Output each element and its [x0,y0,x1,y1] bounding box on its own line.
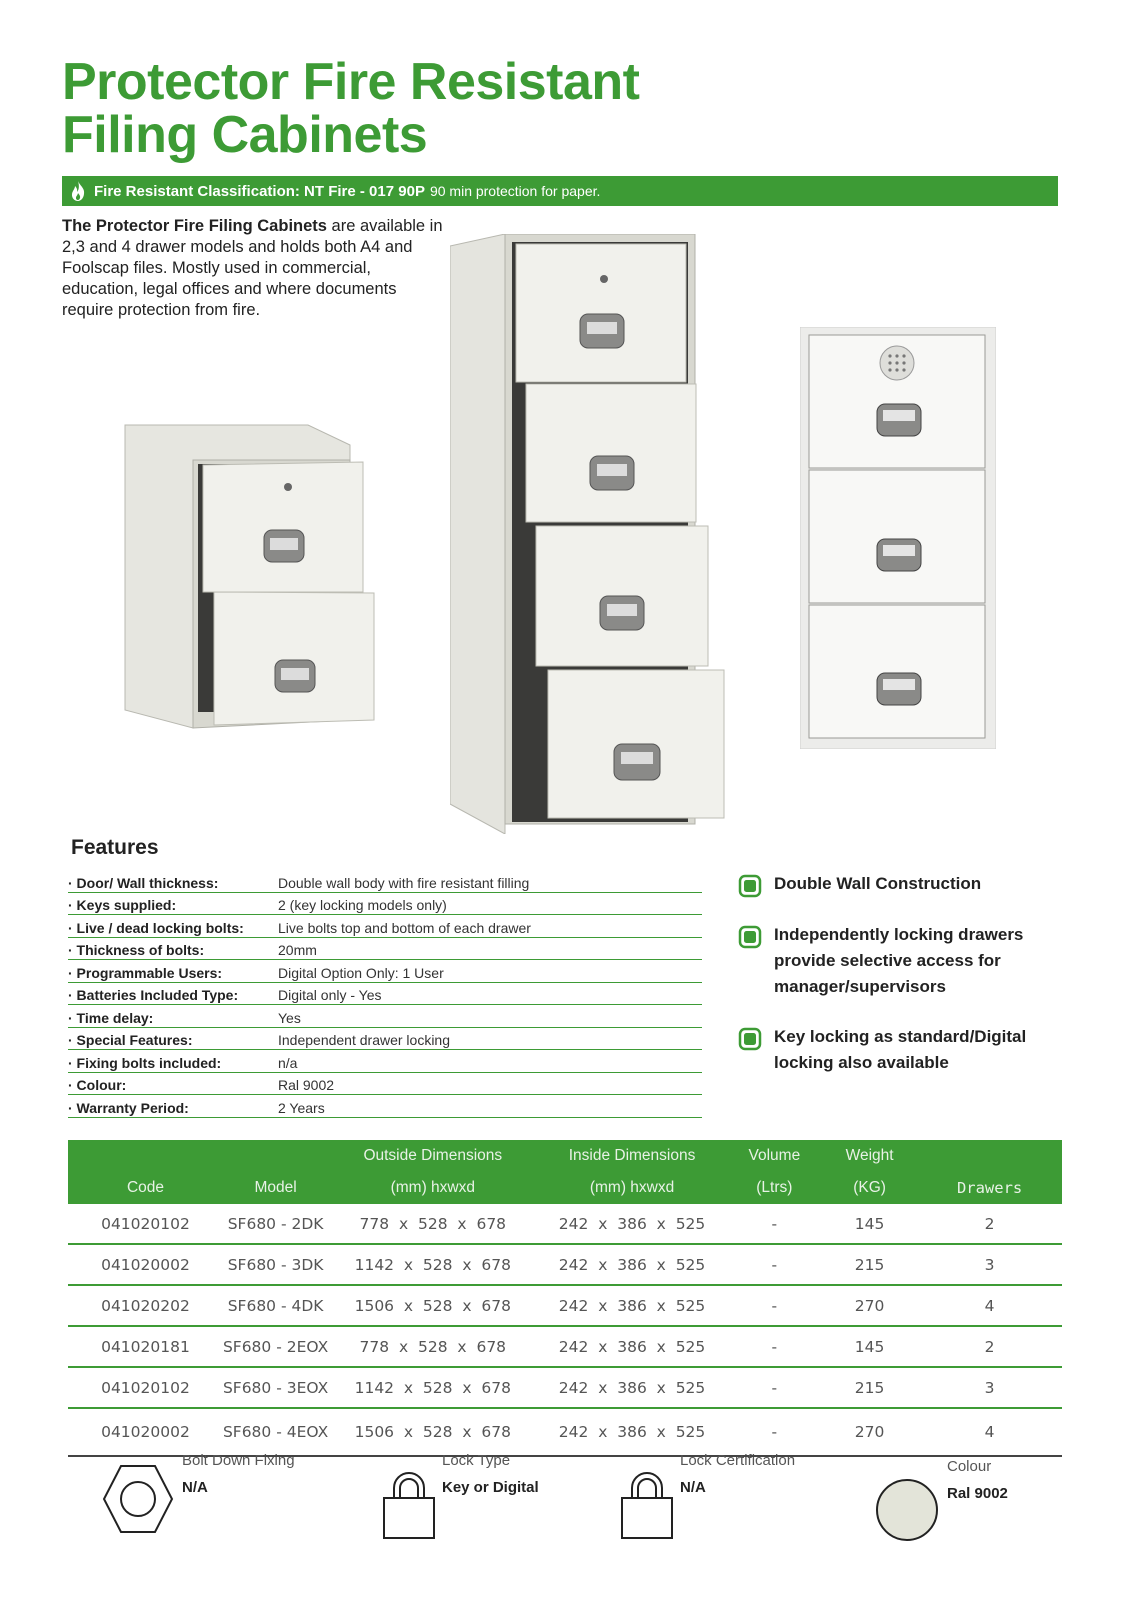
cell-volume: - [727,1244,822,1285]
feature-value: Ral 9002 [278,1072,702,1095]
cell-code: 041020181 [68,1326,223,1367]
feature-key: · Programmable Users: [68,960,278,983]
table-row [68,1204,1062,1244]
feature-key: · Thickness of bolts: [68,937,278,960]
classification-note: 90 min protection for paper. [429,183,601,199]
cell-model: SF680 - 4DK [223,1285,328,1326]
table-row [68,1367,1062,1408]
cell-inside: 242 x 386 x 525 [537,1326,726,1367]
three-drawer-digital-cabinet-image [800,327,996,749]
page-title: Protector Fire Resistant Filing Cabinets [62,53,640,164]
cell-inside: 242 x 386 x 525 [537,1367,726,1408]
list-item: Double Wall Construction [738,875,1078,898]
intro-text: The Protector Fire Filing Cabinets are available in 2,3 and 4 drawer models and holds both A4 and Foolscap files. Mostly used in commercial, education, legal offices and where documents require protection from fire. [62,217,443,319]
feature-key: · Keys supplied: [68,892,278,915]
cell-drawers: 2 [917,1204,1062,1244]
header-outside-units: (mm) hxwxd [328,1172,537,1204]
cell-weight: 215 [822,1367,917,1408]
cell-inside: 242 x 386 x 525 [537,1285,726,1326]
classification-bar [62,176,1058,206]
cell-code: 041020002 [68,1408,223,1456]
colour-swatch-icon [875,1478,939,1542]
feature-value: Digital only - Yes [278,982,702,1005]
cell-drawers: 4 [917,1285,1062,1326]
cell-inside: 242 x 386 x 525 [537,1408,726,1456]
feature-row [68,870,702,892]
feature-key: · Fixing bolts included: [68,1050,278,1073]
feature-value: Live bolts top and bottom of each drawer [278,915,702,938]
hex-nut-icon [102,1464,174,1534]
cell-outside: 1142 x 528 x 678 [328,1367,537,1408]
header-volume-units: (Ltrs) [727,1172,822,1204]
header-volume: Volume [727,1140,822,1172]
key-benefits-list [738,875,1078,1104]
green-square-bullet-icon [738,874,762,898]
header-outside: Outside Dimensions [328,1140,537,1172]
cell-weight: 270 [822,1408,917,1456]
feature-value: n/a [278,1050,702,1073]
cell-code: 041020202 [68,1285,223,1326]
green-square-bullet-icon [738,1027,762,1051]
two-drawer-cabinet-image [118,420,383,735]
feature-row [68,937,702,960]
header-inside-units: (mm) hxwxd [537,1172,726,1204]
padlock-icon [620,1470,674,1540]
bolt-down-fixing-info: Bolt Down Fixing N/A [102,1464,295,1534]
cell-model: SF680 - 2DK [223,1204,328,1244]
classification-label: Fire Resistant Classification: NT Fire - 017 90P [94,182,425,200]
dimensions-table [68,1140,1062,1457]
feature-value: Independent drawer locking [278,1027,702,1050]
feature-row [68,892,702,915]
feature-row [68,960,702,983]
feature-key: · Time delay: [68,1005,278,1028]
feature-key: · Door/ Wall thickness: [68,870,278,892]
cell-weight: 270 [822,1285,917,1326]
feature-row [68,915,702,938]
header-model: Model [223,1172,328,1204]
cell-drawers: 3 [917,1244,1062,1285]
header-drawers: Drawers [917,1172,1062,1204]
feature-value: Double wall body with fire resistant filling [278,870,702,892]
cell-drawers: 4 [917,1408,1062,1456]
lock-certification-info: Lock Certification N/A [620,1470,795,1540]
cell-volume: - [727,1326,822,1367]
list-item: Independently locking drawers provide selective access for manager/supervisors [738,926,1078,1000]
header-weight: Weight [822,1140,917,1172]
feature-row [68,1050,702,1073]
lock-type-info: Lock Type Key or Digital [382,1470,539,1540]
cell-outside: 778 x 528 x 678 [328,1326,537,1367]
feature-value: Digital Option Only: 1 User [278,960,702,983]
cell-model: SF680 - 3DK [223,1244,328,1285]
table-row [68,1244,1062,1285]
feature-value: 2 Years [278,1095,702,1118]
padlock-icon [382,1470,436,1540]
cell-model: SF680 - 2EOX [223,1326,328,1367]
features-table [68,870,702,1118]
cell-code: 041020102 [68,1204,223,1244]
cell-model: SF680 - 4EOX [223,1408,328,1456]
green-square-bullet-icon [738,925,762,949]
table-row [68,1285,1062,1326]
feature-value: Yes [278,1005,702,1028]
feature-key: · Batteries Included Type: [68,982,278,1005]
features-heading: Features [71,836,159,859]
cell-outside: 778 x 528 x 678 [328,1204,537,1244]
feature-key: · Warranty Period: [68,1095,278,1118]
cell-volume: - [727,1285,822,1326]
cell-volume: - [727,1408,822,1456]
feature-value: 20mm [278,937,702,960]
feature-row [68,1072,702,1095]
feature-value: 2 (key locking models only) [278,892,702,915]
colour-info: Colour Ral 9002 [875,1478,1008,1542]
feature-key: · Special Features: [68,1027,278,1050]
header-weight-units: (KG) [822,1172,917,1204]
cell-volume: - [727,1204,822,1244]
cell-inside: 242 x 386 x 525 [537,1244,726,1285]
cell-code: 041020002 [68,1244,223,1285]
header-inside: Inside Dimensions [537,1140,726,1172]
feature-key: · Colour: [68,1072,278,1095]
feature-row [68,1095,702,1118]
cell-inside: 242 x 386 x 525 [537,1204,726,1244]
cell-outside: 1506 x 528 x 678 [328,1408,537,1456]
cell-weight: 145 [822,1204,917,1244]
cell-outside: 1142 x 528 x 678 [328,1244,537,1285]
cell-weight: 145 [822,1326,917,1367]
feature-row [68,982,702,1005]
cell-weight: 215 [822,1244,917,1285]
cell-drawers: 3 [917,1367,1062,1408]
table-row [68,1326,1062,1367]
cell-code: 041020102 [68,1367,223,1408]
cell-model: SF680 - 3EOX [223,1367,328,1408]
cell-volume: - [727,1367,822,1408]
cell-drawers: 2 [917,1326,1062,1367]
list-item: Key locking as standard/Digital locking also available [738,1028,1078,1076]
four-drawer-cabinet-image [450,234,730,834]
feature-row [68,1027,702,1050]
header-code: Code [68,1172,223,1204]
flame-icon [68,180,88,202]
cell-outside: 1506 x 528 x 678 [328,1285,537,1326]
feature-key: · Live / dead locking bolts: [68,915,278,938]
table-row [68,1408,1062,1456]
feature-row [68,1005,702,1028]
